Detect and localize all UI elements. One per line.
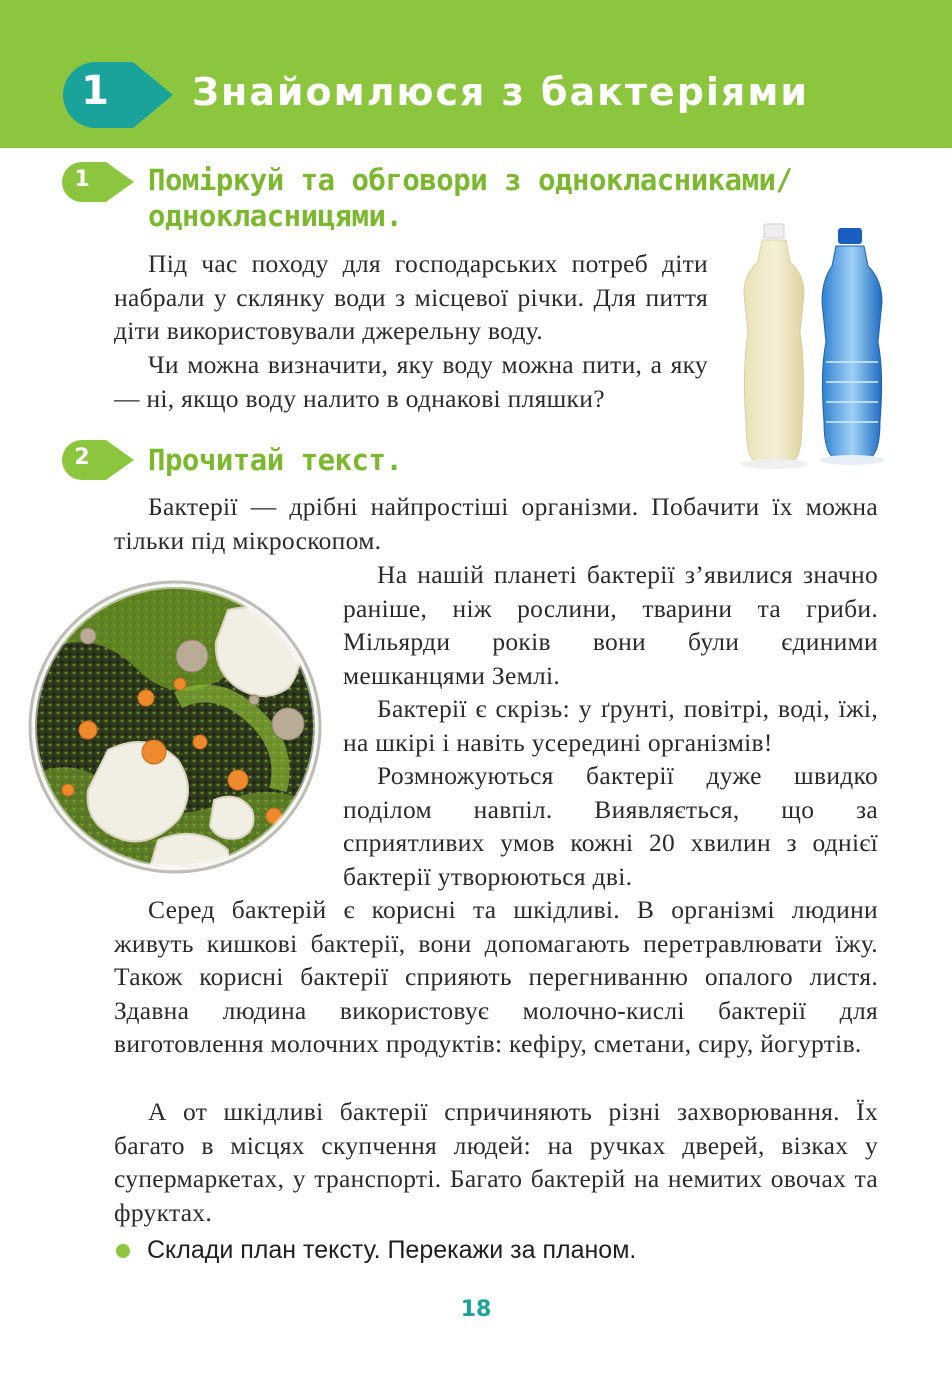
task-2-number: 2 (74, 445, 90, 470)
water-bottles-image (728, 222, 898, 472)
task-1-title-line-2: однокласницями. (148, 199, 403, 233)
task-2-badge (62, 440, 134, 480)
task-2-paragraph-1: Бактерії — дрібні найпростіші організми. Побачити їх можна тільки під мікроскопом. (114, 492, 878, 555)
cloudy-water-bottle-icon (740, 224, 808, 469)
assignment-text: Склади план тексту. Перекажи за планом. (147, 1236, 637, 1264)
task-1-title-line-1: Поміркуй та обговори з однокласниками/ (148, 163, 793, 197)
task-2-title: Прочитай текст. (148, 443, 403, 477)
chapter-title: Знайомлюся з бактеріями (192, 70, 810, 114)
chapter-header (0, 0, 952, 148)
task-1-badge (62, 162, 134, 202)
bacteria-petri-dish-image (28, 580, 322, 874)
bullet-icon (116, 1244, 130, 1258)
task-2-paragraph-3: Бактерії є скрізь: у ґрунті, повітрі, воді, їжі, на шкірі і навіть усередині організмів! (343, 694, 878, 757)
page-number: 18 (460, 1297, 492, 1322)
task-1-number: 1 (74, 167, 90, 192)
task-1-paragraph-2: Чи можна визначити, яку воду можна пити, а яку — ні, якщо воду налито в однакові пляшки? (114, 350, 708, 413)
task-2-paragraph-5: Серед бактерій є корисні та шкідливі. В організмі людини живуть кишкові бактерії, вони допомагають перетравлювати їжу. Також корисні бактерії сприяють перегниванню опалого листя. Здавна людина використовує молочно-кислі бактерії для виготовлення молочних продуктів: кефіру, сметани, сиру, йогуртів. (114, 895, 878, 1059)
task-1-title (148, 162, 792, 234)
task-1-paragraph-1: Під час походу для господарських потреб діти набрали у склянку води з місцевої річки. Для пиття діти використовували джерельну воду. (114, 249, 708, 346)
task-2-paragraph-2: На нашій планеті бактерії з’явилися значно раніше, ніж рослини, тварини та гриби. Мільярди років вони були єдиними мешканцями Землі. (343, 560, 878, 690)
chapter-number: 1 (81, 68, 109, 114)
task-2-paragraph-6: А от шкідливі бактерії спричиняють різні захворювання. Їх багато в місцях скупчення людей: на ручках дверей, візках у супермаркетах, у транспорті. Багато бактерій на немитих овочах та фруктах. (114, 1097, 878, 1227)
task-2-paragraph-4: Розмножуються бактерії дуже швидко поділом навпіл. Виявляється, що за сприятливих умов кожні 20 хвилин з однієї бактерії утворюються дві. (343, 761, 878, 891)
chapter-number-badge (63, 62, 173, 128)
clear-water-bottle-icon (820, 228, 884, 465)
